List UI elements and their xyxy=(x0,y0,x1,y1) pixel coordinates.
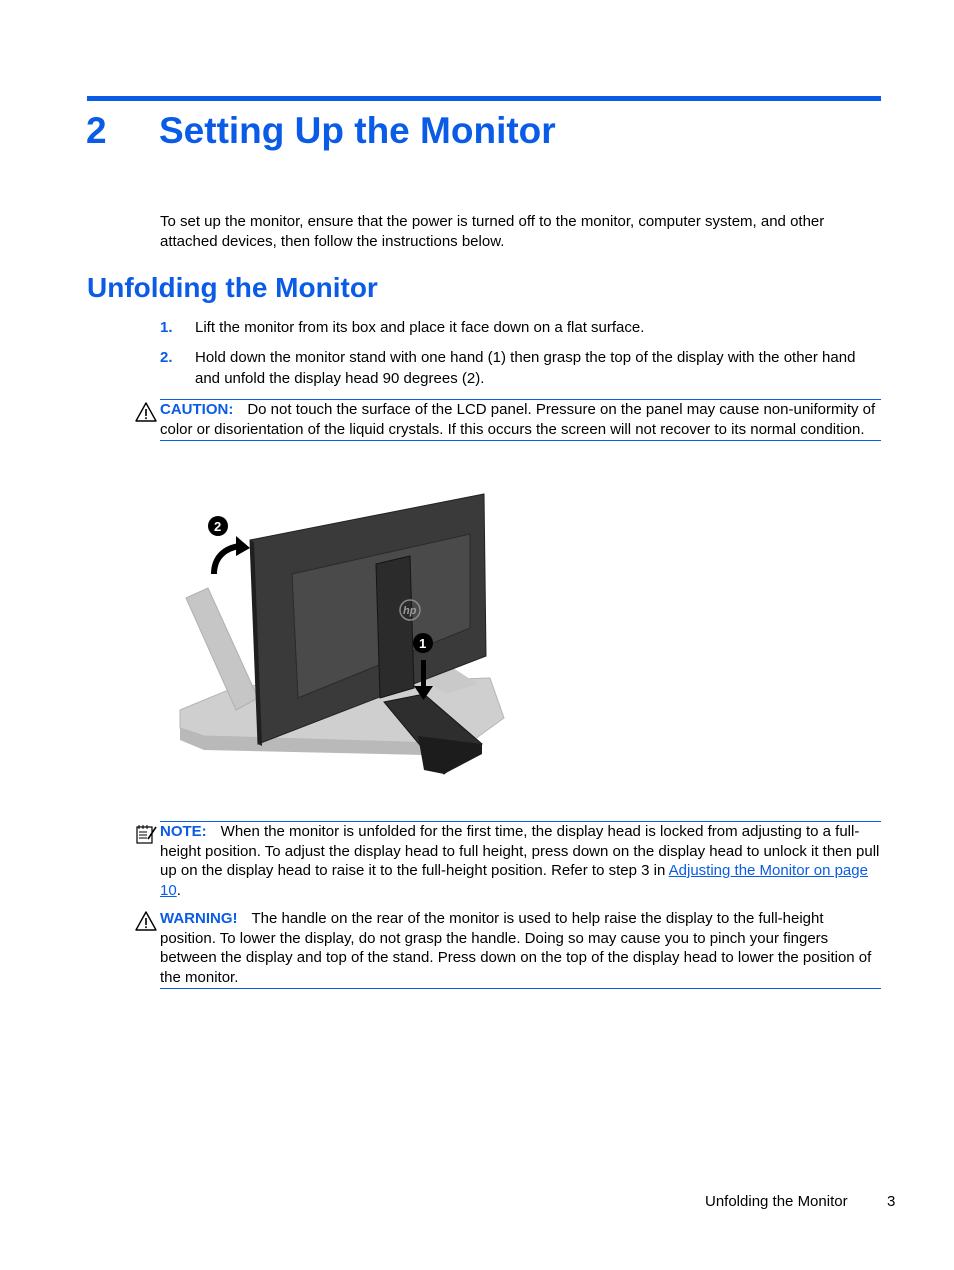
intro-paragraph: To set up the monitor, ensure that the power is turned off to the monitor, computer system, and other attached devices, then follow the instructions below. xyxy=(160,213,825,250)
caution-triangle-icon xyxy=(135,401,157,423)
callout-2-number: 2 xyxy=(214,519,222,534)
cross-reference-link[interactable]: Adjusting the Monitor on page 10 xyxy=(160,862,868,899)
step-number: 1. xyxy=(160,319,173,336)
warning-label: WARNING! xyxy=(160,910,238,927)
stand-column xyxy=(376,556,414,698)
warning-text: The handle on the rear of the monitor is used to help raise the display to the full-height position. To lower the display, do not grasp the handle. Doing so may cause you to pinch your fingers between the display and top of the stand. Press down on the top of the display head to lower the position of the monitor. xyxy=(160,910,872,986)
note-text-end: . xyxy=(176,881,181,899)
note-text: When the monitor is unfolded for the first time, the display head is locked from adjusting to a full-height position. To adjust the display head to full height, press down on the display head to unlock it then pull up on the display head to raise it to the full-height position. Refer to step 3 in xyxy=(160,823,880,879)
footer-page-number: 3 xyxy=(887,1193,896,1210)
callout-1-number: 1 xyxy=(419,636,427,651)
footer-section-title: Unfolding the Monitor xyxy=(705,1193,848,1210)
down-arrow-shaft xyxy=(421,660,426,688)
warning-triangle-icon xyxy=(135,910,157,932)
monitor-unfolding-illustration xyxy=(178,488,508,786)
step-item xyxy=(160,348,882,389)
chapter-rule xyxy=(87,96,881,101)
step-text: Lift the monitor from its box and place it face down on a flat surface. xyxy=(195,319,645,336)
hp-logo-text: hp xyxy=(403,605,417,617)
curved-arrow-head xyxy=(236,536,250,556)
note-label: NOTE: xyxy=(160,823,207,840)
step-number: 2. xyxy=(160,349,173,366)
caution-label: CAUTION: xyxy=(160,401,234,418)
step-text: Hold down the monitor stand with one hand (1) then grasp the top of the display with the other hand and unfold the display head 90 degrees (2). xyxy=(195,349,856,387)
caution-text: Do not touch the surface of the LCD panel. Pressure on the panel may cause non-uniformity of color or disorientation of the liquid crystals. If this occurs the screen will not recover to its normal condition. xyxy=(160,401,876,438)
caution-box xyxy=(160,399,881,441)
chapter-title: Setting Up the Monitor xyxy=(159,110,556,151)
note-box xyxy=(160,821,881,900)
section-heading: Unfolding the Monitor xyxy=(87,272,378,303)
note-pad-icon xyxy=(135,823,157,845)
chapter-number: 2 xyxy=(86,110,107,151)
ghost-display xyxy=(186,588,258,710)
step-item xyxy=(160,318,882,339)
warning-box xyxy=(160,909,881,989)
